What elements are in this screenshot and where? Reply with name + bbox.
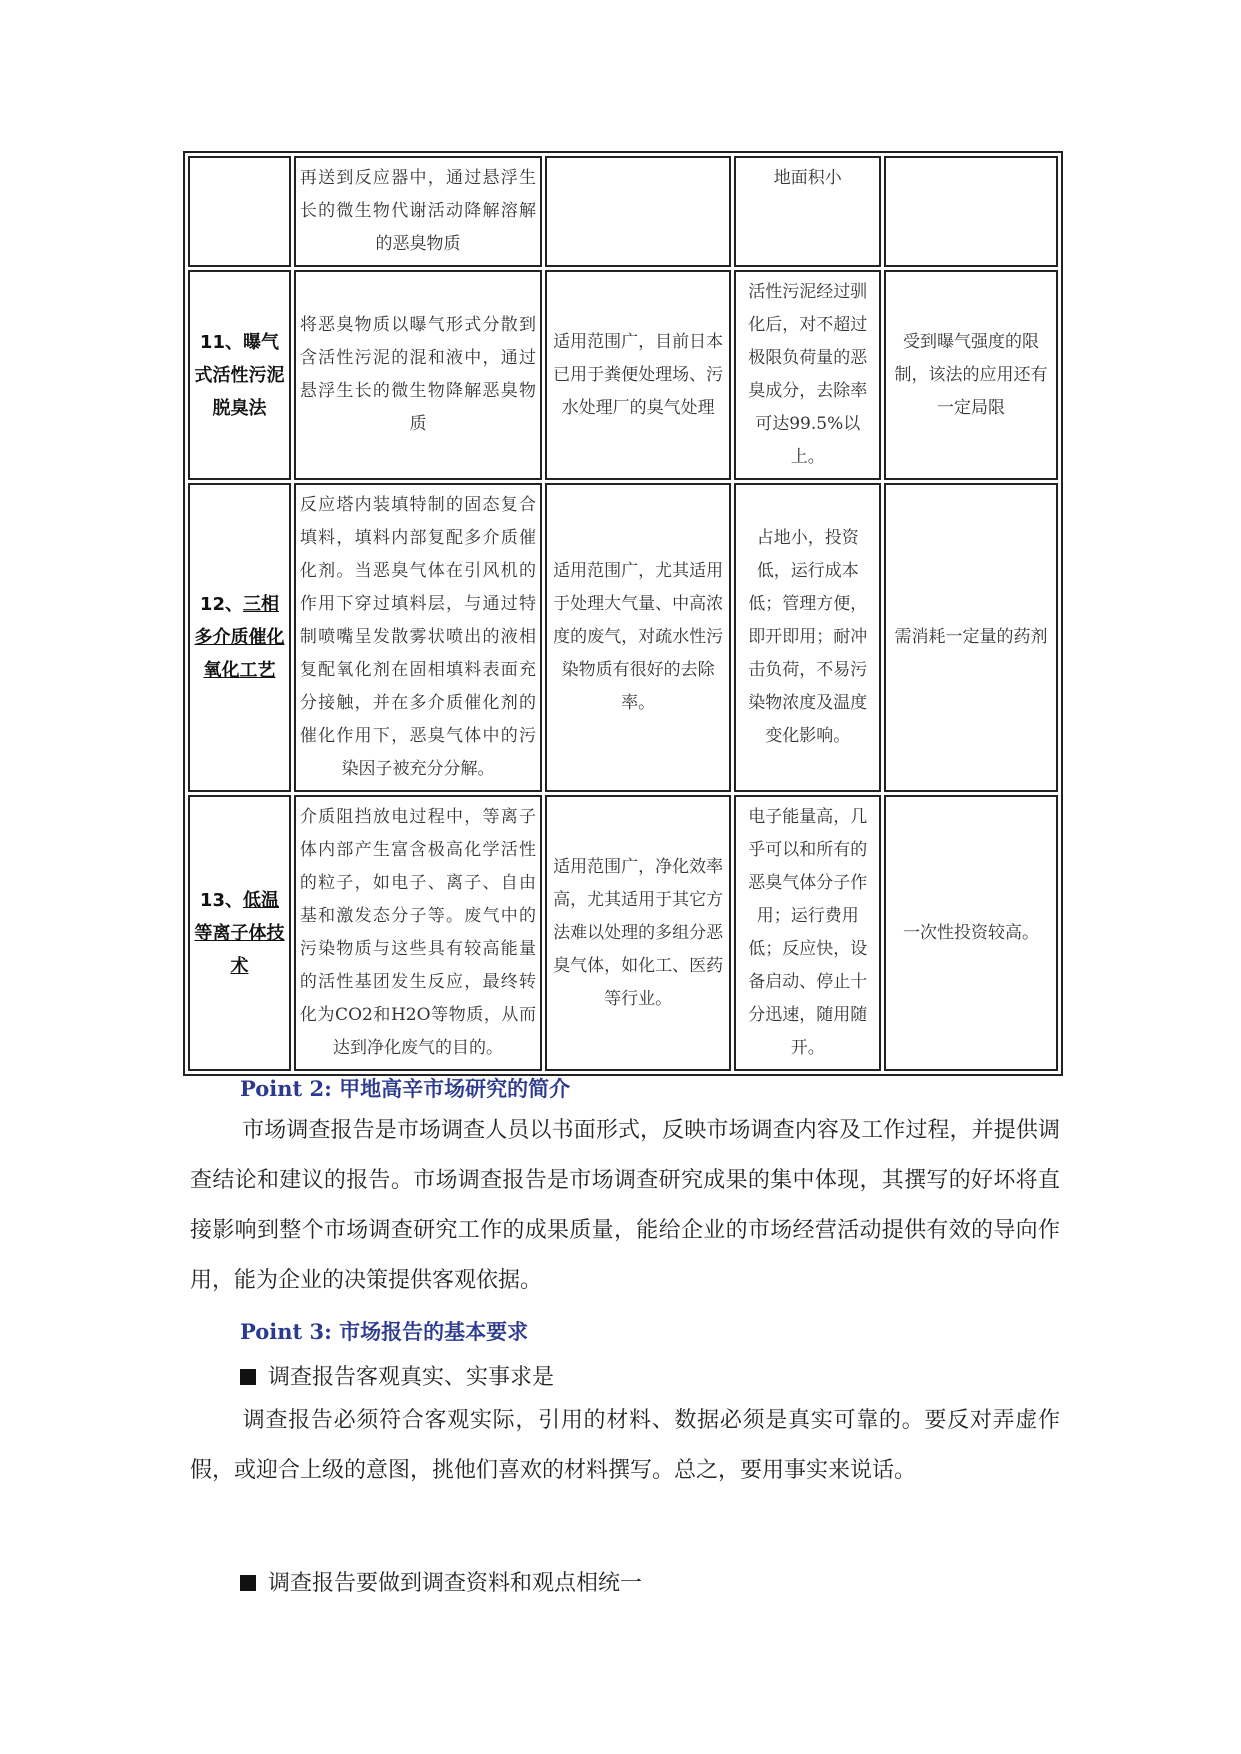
square-bullet-icon — [240, 1369, 256, 1385]
square-bullet-icon — [240, 1575, 256, 1591]
bullet-item — [240, 1360, 554, 1391]
method-name-cell — [188, 795, 291, 1071]
bullet-text: 调查报告要做到调查资料和观点相统一 — [268, 1571, 643, 1596]
section-heading — [240, 1073, 570, 1103]
heading-title: 市场报告的基本要求 — [339, 1319, 529, 1344]
method-name-cell: 11、曝气式活性污泥脱臭法 — [188, 270, 291, 480]
point-label: Point 3: — [240, 1319, 332, 1344]
method-scope-cell — [545, 156, 731, 267]
method-desc-cell: 介质阻挡放电过程中，等离子体内部产生富含极高化学活性的粒子，如电子、离子、自由基和激发态分子等。废气中的污染物质与这些具有较高能量的活性基团发生反应，最终转化为CO2和H2O等物质，从而达到净化废气的目的。 — [294, 795, 542, 1071]
method-adv-cell: 活性污泥经过驯化后，对不超过极限负荷量的恶臭成分，去除率可达99.5%以上。 — [734, 270, 881, 480]
method-scope-cell: 适用范围广，目前日本已用于粪便处理场、污水处理厂的臭气处理 — [545, 270, 731, 480]
table-row — [188, 483, 1058, 792]
method-desc-cell: 再送到反应器中，通过悬浮生长的微生物代谢活动降解溶解的恶臭物质 — [294, 156, 542, 267]
method-adv-cell: 占地小，投资低，运行成本低；管理方便，即开即用；耐冲击负荷，不易污染物浓度及温度变化影响。 — [734, 483, 881, 792]
table-row — [188, 270, 1058, 480]
methods-table — [183, 151, 1063, 1076]
table-row — [188, 156, 1058, 267]
point-label: Point 2: — [240, 1076, 332, 1101]
bullet-text: 调查报告客观真实、实事求是 — [268, 1365, 555, 1390]
heading-title: 甲地高辛市场研究的简介 — [339, 1076, 571, 1101]
method-number: 13、 — [199, 889, 243, 911]
method-number: 12、 — [199, 594, 243, 615]
method-adv-cell: 地面积小 — [734, 156, 881, 267]
paragraph — [190, 1396, 1060, 1496]
table-row — [188, 795, 1058, 1071]
method-link[interactable]: 三相多介质催化氧化工艺 — [194, 594, 285, 681]
method-scope-cell: 适用范围广，尤其适用于处理大气量、中高浓度的废气，对疏水性污染物质有很好的去除率。 — [545, 483, 731, 792]
method-scope-cell: 适用范围广，净化效率高，尤其适用于其它方法难以处理的多组分恶臭气体，如化工、医药等行业。 — [545, 795, 731, 1071]
method-disadv-cell: 一次性投资较高。 — [884, 795, 1058, 1071]
bullet-item — [240, 1566, 642, 1597]
method-name-cell — [188, 156, 291, 267]
method-adv-cell: 电子能量高，几乎可以和所有的恶臭气体分子作用；运行费用低；反应快，设备启动、停止十分迅速，随用随开。 — [734, 795, 881, 1071]
paragraph-text: 市场调查报告是市场调查人员以书面形式，反映市场调查内容及工作过程，并提供调查结论和建议的报告。市场调查报告是市场调查研究成果的集中体现，其撰写的好坏将直接影响到整个市场调查研究工作的成果质量，能给企业的市场经营活动提供有效的导向作用，能为企业的决策提供客观依据。 — [190, 1118, 1060, 1293]
method-link[interactable]: 低温等离子体技术 — [194, 889, 285, 977]
method-disadv-cell — [884, 156, 1058, 267]
method-disadv-cell: 受到曝气强度的限制，该法的应用还有一定局限 — [884, 270, 1058, 480]
method-disadv-cell: 需消耗一定量的药剂 — [884, 483, 1058, 792]
paragraph — [190, 1106, 1060, 1306]
method-desc-cell: 反应塔内装填特制的固态复合填料，填料内部复配多介质催化剂。当恶臭气体在引风机的作用下穿过填料层，与通过特制喷嘴呈发散雾状喷出的液相复配氧化剂在固相填料表面充分接触，并在多介质催化剂的催化作用下，恶臭气体中的污染因子被充分分解。 — [294, 483, 542, 792]
section-heading — [240, 1316, 528, 1346]
paragraph-text: 调查报告必须符合客观实际，引用的材料、数据必须是真实可靠的。要反对弄虚作假，或迎合上级的意图，挑他们喜欢的材料撰写。总之，要用事实来说话。 — [190, 1408, 1060, 1483]
method-name-cell — [188, 483, 291, 792]
method-desc-cell: 将恶臭物质以曝气形式分散到含活性污泥的混和液中，通过悬浮生长的微生物降解恶臭物质 — [294, 270, 542, 480]
